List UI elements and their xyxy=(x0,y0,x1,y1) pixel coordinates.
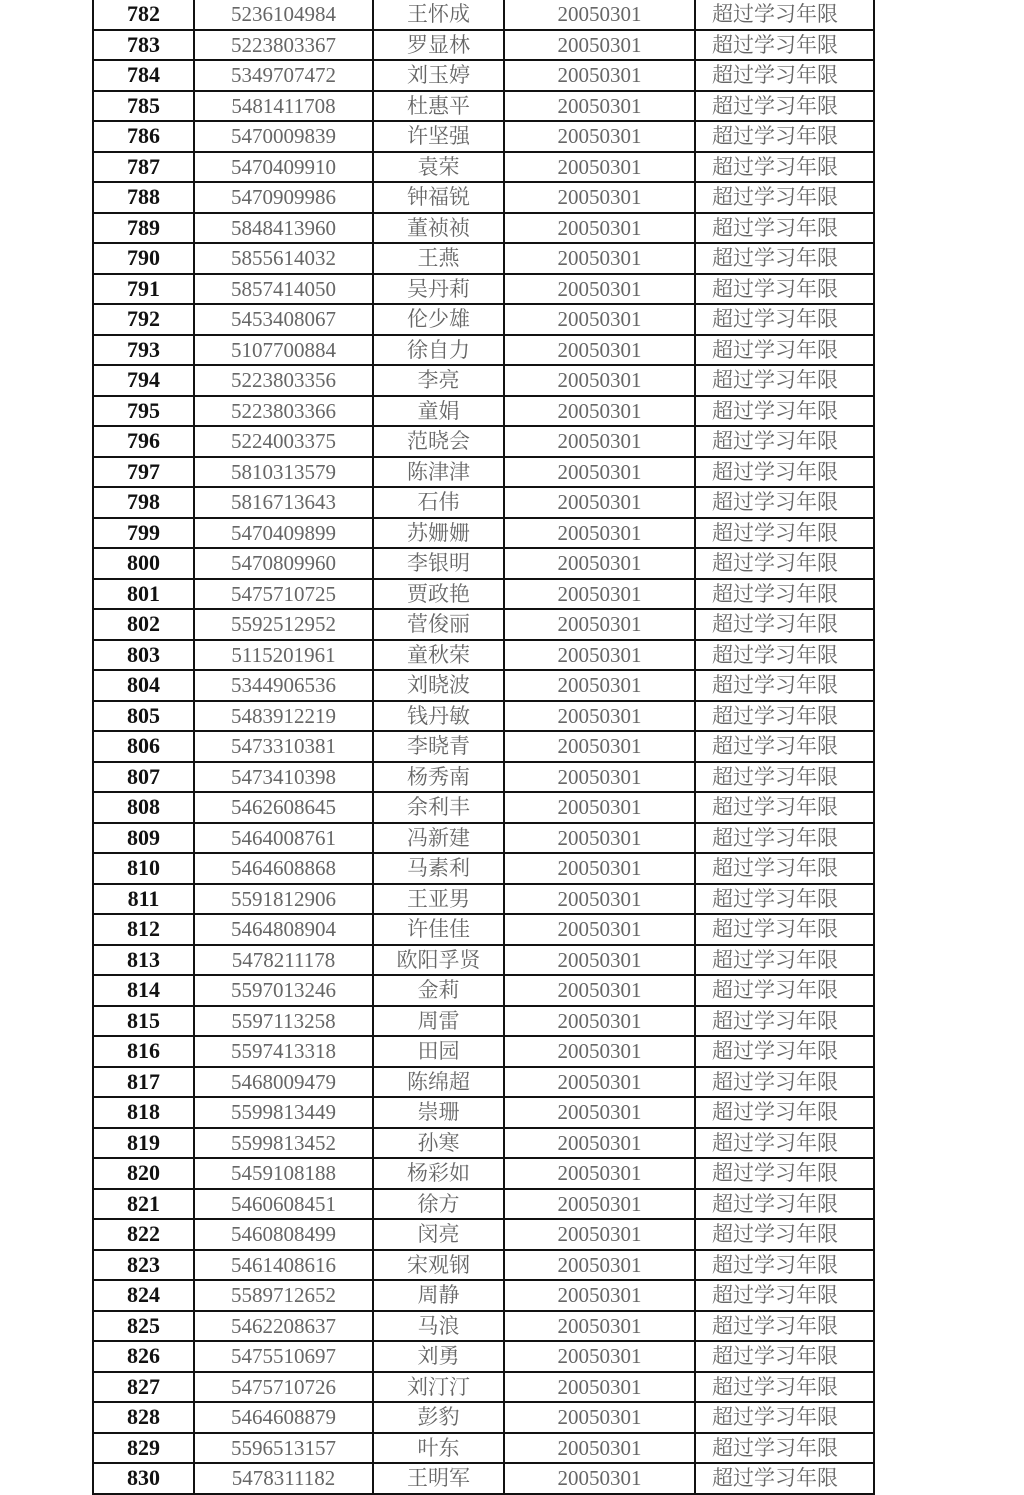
row-seq-cell: 788 xyxy=(93,182,194,213)
reason-cell: 超过学习年限 xyxy=(695,853,874,884)
reason-cell: 超过学习年限 xyxy=(695,548,874,579)
reason-cell: 超过学习年限 xyxy=(695,243,874,274)
row-seq-cell: 812 xyxy=(93,914,194,945)
table-row xyxy=(93,487,874,518)
reason-cell: 超过学习年限 xyxy=(695,1158,874,1189)
student-name-cell: 金莉 xyxy=(373,975,504,1006)
student-name-cell: 罗显林 xyxy=(373,30,504,61)
row-seq-cell: 782 xyxy=(93,0,194,30)
student-id-cell: 5470809960 xyxy=(194,548,373,579)
reason-cell: 超过学习年限 xyxy=(695,823,874,854)
reason-cell: 超过学习年限 xyxy=(695,762,874,793)
date-cell: 20050301 xyxy=(504,1341,695,1372)
row-seq-cell: 830 xyxy=(93,1463,194,1494)
student-name-cell: 周雷 xyxy=(373,1006,504,1037)
reason-cell: 超过学习年限 xyxy=(695,884,874,915)
student-name-cell: 叶东 xyxy=(373,1433,504,1464)
table-row xyxy=(93,792,874,823)
student-id-cell: 5462608645 xyxy=(194,792,373,823)
student-id-cell: 5473310381 xyxy=(194,731,373,762)
date-cell: 20050301 xyxy=(504,1097,695,1128)
reason-cell: 超过学习年限 xyxy=(695,1250,874,1281)
row-seq-cell: 794 xyxy=(93,365,194,396)
reason-cell: 超过学习年限 xyxy=(695,1402,874,1433)
student-id-cell: 5462208637 xyxy=(194,1311,373,1342)
date-cell: 20050301 xyxy=(504,1036,695,1067)
reason-cell: 超过学习年限 xyxy=(695,1280,874,1311)
table-row xyxy=(93,884,874,915)
reason-cell: 超过学习年限 xyxy=(695,274,874,305)
student-id-cell: 5592512952 xyxy=(194,609,373,640)
student-id-cell: 5223803356 xyxy=(194,365,373,396)
student-id-cell: 5475510697 xyxy=(194,1341,373,1372)
reason-cell: 超过学习年限 xyxy=(695,396,874,427)
table-row xyxy=(93,1280,874,1311)
table-row xyxy=(93,1372,874,1403)
table-row xyxy=(93,426,874,457)
date-cell: 20050301 xyxy=(504,1433,695,1464)
table-row xyxy=(93,457,874,488)
row-seq-cell: 816 xyxy=(93,1036,194,1067)
row-seq-cell: 796 xyxy=(93,426,194,457)
row-seq-cell: 795 xyxy=(93,396,194,427)
row-seq-cell: 818 xyxy=(93,1097,194,1128)
table-row xyxy=(93,243,874,274)
student-id-cell: 5107700884 xyxy=(194,335,373,366)
date-cell: 20050301 xyxy=(504,1189,695,1220)
reason-cell: 超过学习年限 xyxy=(695,792,874,823)
student-name-cell: 陈津津 xyxy=(373,457,504,488)
student-id-cell: 5475710725 xyxy=(194,579,373,610)
row-seq-cell: 825 xyxy=(93,1311,194,1342)
date-cell: 20050301 xyxy=(504,792,695,823)
student-id-cell: 5236104984 xyxy=(194,0,373,30)
student-id-cell: 5470909986 xyxy=(194,182,373,213)
date-cell: 20050301 xyxy=(504,731,695,762)
row-seq-cell: 810 xyxy=(93,853,194,884)
row-seq-cell: 809 xyxy=(93,823,194,854)
student-name-cell: 李亮 xyxy=(373,365,504,396)
student-id-cell: 5816713643 xyxy=(194,487,373,518)
student-name-cell: 刘汀汀 xyxy=(373,1372,504,1403)
student-name-cell: 马素利 xyxy=(373,853,504,884)
row-seq-cell: 824 xyxy=(93,1280,194,1311)
reason-cell: 超过学习年限 xyxy=(695,1067,874,1098)
row-seq-cell: 817 xyxy=(93,1067,194,1098)
student-name-cell: 刘玉婷 xyxy=(373,60,504,91)
student-id-cell: 5344906536 xyxy=(194,670,373,701)
date-cell: 20050301 xyxy=(504,1402,695,1433)
date-cell: 20050301 xyxy=(504,365,695,396)
reason-cell: 超过学习年限 xyxy=(695,975,874,1006)
date-cell: 20050301 xyxy=(504,1158,695,1189)
student-id-cell: 5596513157 xyxy=(194,1433,373,1464)
student-name-cell: 范晓会 xyxy=(373,426,504,457)
date-cell: 20050301 xyxy=(504,152,695,183)
student-id-cell: 5591812906 xyxy=(194,884,373,915)
student-name-cell: 李晓青 xyxy=(373,731,504,762)
student-name-cell: 刘勇 xyxy=(373,1341,504,1372)
row-seq-cell: 791 xyxy=(93,274,194,305)
student-name-cell: 王明军 xyxy=(373,1463,504,1494)
date-cell: 20050301 xyxy=(504,823,695,854)
date-cell: 20050301 xyxy=(504,1463,695,1494)
date-cell: 20050301 xyxy=(504,884,695,915)
reason-cell: 超过学习年限 xyxy=(695,1433,874,1464)
row-seq-cell: 785 xyxy=(93,91,194,122)
student-id-cell: 5464808904 xyxy=(194,914,373,945)
table-row xyxy=(93,365,874,396)
table-row xyxy=(93,1006,874,1037)
row-seq-cell: 826 xyxy=(93,1341,194,1372)
row-seq-cell: 815 xyxy=(93,1006,194,1037)
student-name-cell: 童娟 xyxy=(373,396,504,427)
table-row xyxy=(93,335,874,366)
student-id-cell: 5223803367 xyxy=(194,30,373,61)
reason-cell: 超过学习年限 xyxy=(695,1372,874,1403)
student-id-cell: 5478311182 xyxy=(194,1463,373,1494)
table-row xyxy=(93,1250,874,1281)
records-table-body xyxy=(93,0,874,1494)
student-name-cell: 伦少雄 xyxy=(373,304,504,335)
table-row xyxy=(93,823,874,854)
date-cell: 20050301 xyxy=(504,975,695,1006)
row-seq-cell: 800 xyxy=(93,548,194,579)
reason-cell: 超过学习年限 xyxy=(695,304,874,335)
row-seq-cell: 787 xyxy=(93,152,194,183)
date-cell: 20050301 xyxy=(504,396,695,427)
reason-cell: 超过学习年限 xyxy=(695,701,874,732)
student-name-cell: 陈绵超 xyxy=(373,1067,504,1098)
date-cell: 20050301 xyxy=(504,670,695,701)
reason-cell: 超过学习年限 xyxy=(695,365,874,396)
student-name-cell: 董祯祯 xyxy=(373,213,504,244)
table-row xyxy=(93,274,874,305)
student-id-cell: 5597413318 xyxy=(194,1036,373,1067)
student-name-cell: 杜惠平 xyxy=(373,91,504,122)
student-id-cell: 5461408616 xyxy=(194,1250,373,1281)
date-cell: 20050301 xyxy=(504,243,695,274)
reason-cell: 超过学习年限 xyxy=(695,60,874,91)
student-name-cell: 徐自力 xyxy=(373,335,504,366)
table-row xyxy=(93,396,874,427)
date-cell: 20050301 xyxy=(504,182,695,213)
reason-cell: 超过学习年限 xyxy=(695,457,874,488)
table-row xyxy=(93,1402,874,1433)
reason-cell: 超过学习年限 xyxy=(695,670,874,701)
student-name-cell: 杨彩如 xyxy=(373,1158,504,1189)
student-name-cell: 闵亮 xyxy=(373,1219,504,1250)
date-cell: 20050301 xyxy=(504,579,695,610)
row-seq-cell: 822 xyxy=(93,1219,194,1250)
table-row xyxy=(93,152,874,183)
student-name-cell: 王怀成 xyxy=(373,0,504,30)
date-cell: 20050301 xyxy=(504,1250,695,1281)
reason-cell: 超过学习年限 xyxy=(695,1463,874,1494)
table-row xyxy=(93,1097,874,1128)
student-name-cell: 余利丰 xyxy=(373,792,504,823)
table-row xyxy=(93,1341,874,1372)
student-name-cell: 宋观钢 xyxy=(373,1250,504,1281)
row-seq-cell: 813 xyxy=(93,945,194,976)
row-seq-cell: 786 xyxy=(93,121,194,152)
student-id-cell: 5857414050 xyxy=(194,274,373,305)
row-seq-cell: 799 xyxy=(93,518,194,549)
date-cell: 20050301 xyxy=(504,853,695,884)
student-id-cell: 5473410398 xyxy=(194,762,373,793)
student-id-cell: 5810313579 xyxy=(194,457,373,488)
student-id-cell: 5597013246 xyxy=(194,975,373,1006)
row-seq-cell: 808 xyxy=(93,792,194,823)
table-row xyxy=(93,1311,874,1342)
row-seq-cell: 820 xyxy=(93,1158,194,1189)
student-name-cell: 王亚男 xyxy=(373,884,504,915)
row-seq-cell: 827 xyxy=(93,1372,194,1403)
date-cell: 20050301 xyxy=(504,30,695,61)
student-id-cell: 5483912219 xyxy=(194,701,373,732)
date-cell: 20050301 xyxy=(504,1128,695,1159)
student-id-cell: 5464608879 xyxy=(194,1402,373,1433)
date-cell: 20050301 xyxy=(504,121,695,152)
student-id-cell: 5464608868 xyxy=(194,853,373,884)
date-cell: 20050301 xyxy=(504,304,695,335)
student-id-cell: 5475710726 xyxy=(194,1372,373,1403)
row-seq-cell: 804 xyxy=(93,670,194,701)
student-name-cell: 杨秀南 xyxy=(373,762,504,793)
date-cell: 20050301 xyxy=(504,457,695,488)
table-row xyxy=(93,1219,874,1250)
date-cell: 20050301 xyxy=(504,1219,695,1250)
reason-cell: 超过学习年限 xyxy=(695,30,874,61)
date-cell: 20050301 xyxy=(504,0,695,30)
student-name-cell: 吴丹莉 xyxy=(373,274,504,305)
date-cell: 20050301 xyxy=(504,762,695,793)
date-cell: 20050301 xyxy=(504,914,695,945)
table-row xyxy=(93,609,874,640)
date-cell: 20050301 xyxy=(504,274,695,305)
row-seq-cell: 819 xyxy=(93,1128,194,1159)
reason-cell: 超过学习年限 xyxy=(695,91,874,122)
student-id-cell: 5481411708 xyxy=(194,91,373,122)
row-seq-cell: 807 xyxy=(93,762,194,793)
student-id-cell: 5597113258 xyxy=(194,1006,373,1037)
table-row xyxy=(93,518,874,549)
date-cell: 20050301 xyxy=(504,1067,695,1098)
student-name-cell: 孙寒 xyxy=(373,1128,504,1159)
reason-cell: 超过学习年限 xyxy=(695,609,874,640)
student-id-cell: 5349707472 xyxy=(194,60,373,91)
reason-cell: 超过学习年限 xyxy=(695,1006,874,1037)
row-seq-cell: 798 xyxy=(93,487,194,518)
reason-cell: 超过学习年限 xyxy=(695,518,874,549)
reason-cell: 超过学习年限 xyxy=(695,1189,874,1220)
student-name-cell: 周静 xyxy=(373,1280,504,1311)
table-row xyxy=(93,914,874,945)
row-seq-cell: 806 xyxy=(93,731,194,762)
date-cell: 20050301 xyxy=(504,335,695,366)
reason-cell: 超过学习年限 xyxy=(695,1097,874,1128)
row-seq-cell: 803 xyxy=(93,640,194,671)
table-row xyxy=(93,762,874,793)
row-seq-cell: 823 xyxy=(93,1250,194,1281)
reason-cell: 超过学习年限 xyxy=(695,1219,874,1250)
reason-cell: 超过学习年限 xyxy=(695,426,874,457)
student-name-cell: 贾政艳 xyxy=(373,579,504,610)
row-seq-cell: 784 xyxy=(93,60,194,91)
date-cell: 20050301 xyxy=(504,548,695,579)
table-row xyxy=(93,0,874,30)
row-seq-cell: 814 xyxy=(93,975,194,1006)
student-name-cell: 许佳佳 xyxy=(373,914,504,945)
date-cell: 20050301 xyxy=(504,60,695,91)
table-row xyxy=(93,30,874,61)
student-name-cell: 苏姗姗 xyxy=(373,518,504,549)
reason-cell: 超过学习年限 xyxy=(695,0,874,30)
student-name-cell: 李银明 xyxy=(373,548,504,579)
date-cell: 20050301 xyxy=(504,609,695,640)
date-cell: 20050301 xyxy=(504,1311,695,1342)
student-name-cell: 欧阳孚贤 xyxy=(373,945,504,976)
date-cell: 20050301 xyxy=(504,640,695,671)
student-id-cell: 5855614032 xyxy=(194,243,373,274)
table-row xyxy=(93,91,874,122)
reason-cell: 超过学习年限 xyxy=(695,945,874,976)
reason-cell: 超过学习年限 xyxy=(695,335,874,366)
table-row xyxy=(93,1067,874,1098)
reason-cell: 超过学习年限 xyxy=(695,579,874,610)
student-name-cell: 许坚强 xyxy=(373,121,504,152)
reason-cell: 超过学习年限 xyxy=(695,213,874,244)
records-table xyxy=(92,0,875,1495)
table-row xyxy=(93,731,874,762)
date-cell: 20050301 xyxy=(504,1280,695,1311)
student-id-cell: 5223803366 xyxy=(194,396,373,427)
table-row xyxy=(93,182,874,213)
student-name-cell: 田园 xyxy=(373,1036,504,1067)
date-cell: 20050301 xyxy=(504,213,695,244)
student-id-cell: 5470009839 xyxy=(194,121,373,152)
student-id-cell: 5599813452 xyxy=(194,1128,373,1159)
row-seq-cell: 792 xyxy=(93,304,194,335)
student-name-cell: 彭豹 xyxy=(373,1402,504,1433)
reason-cell: 超过学习年限 xyxy=(695,121,874,152)
reason-cell: 超过学习年限 xyxy=(695,152,874,183)
table-row xyxy=(93,640,874,671)
reason-cell: 超过学习年限 xyxy=(695,640,874,671)
student-name-cell: 石伟 xyxy=(373,487,504,518)
date-cell: 20050301 xyxy=(504,91,695,122)
table-row xyxy=(93,701,874,732)
reason-cell: 超过学习年限 xyxy=(695,1128,874,1159)
reason-cell: 超过学习年限 xyxy=(695,1311,874,1342)
table-row xyxy=(93,945,874,976)
row-seq-cell: 829 xyxy=(93,1433,194,1464)
student-id-cell: 5115201961 xyxy=(194,640,373,671)
reason-cell: 超过学习年限 xyxy=(695,182,874,213)
student-name-cell: 崇珊 xyxy=(373,1097,504,1128)
student-id-cell: 5589712652 xyxy=(194,1280,373,1311)
reason-cell: 超过学习年限 xyxy=(695,487,874,518)
date-cell: 20050301 xyxy=(504,701,695,732)
table-row xyxy=(93,1158,874,1189)
row-seq-cell: 793 xyxy=(93,335,194,366)
date-cell: 20050301 xyxy=(504,1372,695,1403)
row-seq-cell: 802 xyxy=(93,609,194,640)
student-id-cell: 5848413960 xyxy=(194,213,373,244)
reason-cell: 超过学习年限 xyxy=(695,1036,874,1067)
student-id-cell: 5470409910 xyxy=(194,152,373,183)
row-seq-cell: 789 xyxy=(93,213,194,244)
student-name-cell: 菅俊丽 xyxy=(373,609,504,640)
student-id-cell: 5599813449 xyxy=(194,1097,373,1128)
row-seq-cell: 821 xyxy=(93,1189,194,1220)
student-name-cell: 袁荣 xyxy=(373,152,504,183)
table-row xyxy=(93,1036,874,1067)
student-id-cell: 5470409899 xyxy=(194,518,373,549)
table-row xyxy=(93,579,874,610)
student-id-cell: 5478211178 xyxy=(194,945,373,976)
student-id-cell: 5453408067 xyxy=(194,304,373,335)
table-row xyxy=(93,853,874,884)
student-id-cell: 5460608451 xyxy=(194,1189,373,1220)
row-seq-cell: 828 xyxy=(93,1402,194,1433)
row-seq-cell: 790 xyxy=(93,243,194,274)
student-name-cell: 马浪 xyxy=(373,1311,504,1342)
reason-cell: 超过学习年限 xyxy=(695,731,874,762)
table-row xyxy=(93,304,874,335)
student-id-cell: 5468009479 xyxy=(194,1067,373,1098)
reason-cell: 超过学习年限 xyxy=(695,1341,874,1372)
table-row xyxy=(93,1189,874,1220)
student-name-cell: 钟福锐 xyxy=(373,182,504,213)
table-row xyxy=(93,60,874,91)
row-seq-cell: 801 xyxy=(93,579,194,610)
student-id-cell: 5459108188 xyxy=(194,1158,373,1189)
date-cell: 20050301 xyxy=(504,945,695,976)
student-name-cell: 钱丹敏 xyxy=(373,701,504,732)
date-cell: 20050301 xyxy=(504,1006,695,1037)
date-cell: 20050301 xyxy=(504,518,695,549)
reason-cell: 超过学习年限 xyxy=(695,914,874,945)
student-id-cell: 5460808499 xyxy=(194,1219,373,1250)
table-row xyxy=(93,121,874,152)
row-seq-cell: 783 xyxy=(93,30,194,61)
table-row xyxy=(93,548,874,579)
student-name-cell: 王燕 xyxy=(373,243,504,274)
row-seq-cell: 805 xyxy=(93,701,194,732)
student-name-cell: 冯新建 xyxy=(373,823,504,854)
table-row xyxy=(93,1463,874,1494)
student-id-cell: 5464008761 xyxy=(194,823,373,854)
table-row xyxy=(93,975,874,1006)
table-row xyxy=(93,670,874,701)
student-name-cell: 童秋荣 xyxy=(373,640,504,671)
table-row xyxy=(93,213,874,244)
student-name-cell: 刘晓波 xyxy=(373,670,504,701)
table-row xyxy=(93,1128,874,1159)
row-seq-cell: 811 xyxy=(93,884,194,915)
date-cell: 20050301 xyxy=(504,426,695,457)
date-cell: 20050301 xyxy=(504,487,695,518)
student-id-cell: 5224003375 xyxy=(194,426,373,457)
student-name-cell: 徐方 xyxy=(373,1189,504,1220)
row-seq-cell: 797 xyxy=(93,457,194,488)
